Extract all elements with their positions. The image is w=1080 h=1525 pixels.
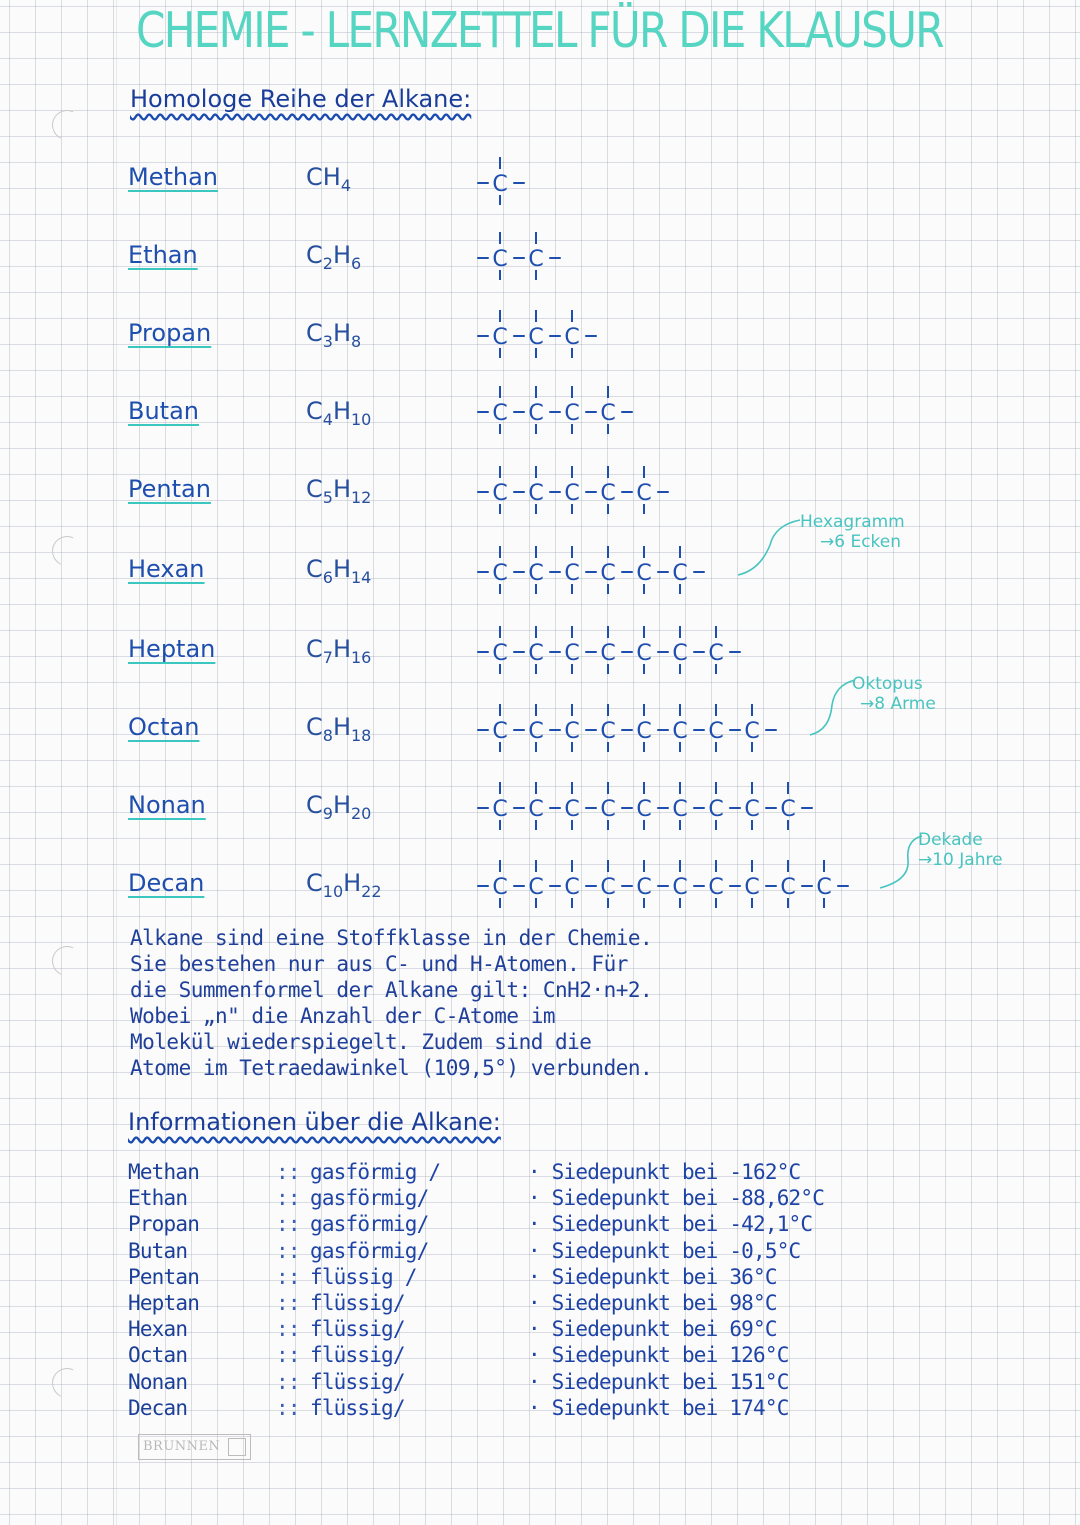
- carbon-atom: C: [564, 325, 580, 350]
- carbon-atom: C: [780, 875, 796, 900]
- carbon-atom: C: [744, 875, 760, 900]
- carbon-atom: C: [492, 561, 508, 586]
- alkane-formula: $C_3H_8$: [306, 319, 362, 351]
- alkane-name: Propan: [128, 319, 212, 347]
- carbon-atom: C: [636, 641, 652, 666]
- note-connector: [810, 680, 855, 735]
- chain-propan: [478, 310, 596, 358]
- side-note-oktopus: [852, 674, 936, 714]
- alkane-formula: $CH_4$: [306, 163, 351, 195]
- chain-heptan: [478, 626, 740, 674]
- carbon-atom: C: [672, 719, 688, 744]
- info-name: Ethan: [128, 1186, 188, 1211]
- definition-paragraph: [130, 925, 950, 1081]
- carbon-atom: C: [672, 561, 688, 586]
- info-boiling-point: · Siedepunkt bei -88,62°C: [528, 1186, 825, 1211]
- carbon-atom: C: [528, 641, 544, 666]
- carbon-atom: C: [636, 481, 652, 506]
- note-line: →10 Jahre: [918, 850, 1003, 870]
- info-separator: ::: [276, 1369, 300, 1394]
- info-name: Propan: [128, 1212, 200, 1237]
- info-list: [128, 1160, 948, 1422]
- punch-hole-icon: [48, 106, 86, 144]
- punch-hole-icon: [48, 942, 86, 980]
- note-line: Hexagramm: [800, 512, 905, 532]
- page-title: CHEMIE - LERNZETTEL FÜR DIE KLAUSUR: [136, 2, 943, 59]
- carbon-atom: C: [492, 325, 508, 350]
- carbon-atom: C: [708, 641, 724, 666]
- carbon-atom: C: [492, 641, 508, 666]
- alkane-name: Pentan: [128, 475, 211, 503]
- brand-mark-icon: [228, 1438, 246, 1456]
- side-note-hexagramm: [800, 512, 905, 552]
- info-state: flüssig/: [310, 1395, 405, 1420]
- info-row: [128, 1291, 948, 1317]
- note-line: Oktopus: [852, 674, 923, 694]
- info-state: flüssig/: [310, 1369, 405, 1394]
- alkane-formula: $C_4H_{10}$: [306, 397, 372, 429]
- punch-hole-icon: [48, 1364, 86, 1402]
- chain-pentan: [478, 466, 668, 514]
- carbon-atom: C: [492, 172, 508, 197]
- info-row: [128, 1396, 948, 1422]
- alkane-name: Nonan: [128, 791, 206, 819]
- info-name: Nonan: [128, 1369, 188, 1394]
- alkane-formula: $C_{10}H_{22}$: [306, 869, 382, 901]
- alkane-name: Octan: [128, 713, 200, 741]
- info-separator: ::: [276, 1343, 300, 1368]
- carbon-atom: C: [564, 797, 580, 822]
- carbon-atom: C: [744, 719, 760, 744]
- alkane-name: Methan: [128, 163, 219, 191]
- carbon-atom: C: [600, 641, 616, 666]
- paragraph-line: Atome im Tetraedawinkel (109,5°) verbunden.: [130, 1056, 653, 1080]
- info-separator: ::: [276, 1317, 300, 1342]
- note-line: Dekade: [918, 830, 983, 850]
- carbon-atom: C: [528, 401, 544, 426]
- carbon-atom: C: [528, 797, 544, 822]
- info-separator: ::: [276, 1212, 300, 1237]
- section-heading-info: Informationen über die Alkane:: [128, 1108, 501, 1136]
- carbon-atom: C: [528, 325, 544, 350]
- info-separator: ::: [276, 1160, 300, 1184]
- carbon-atom: C: [564, 641, 580, 666]
- info-boiling-point: · Siedepunkt bei -162°C: [528, 1160, 801, 1184]
- info-state: gasförmig/: [310, 1186, 429, 1211]
- info-state: flüssig/: [310, 1317, 405, 1342]
- note-connector: [738, 520, 800, 575]
- alkane-formula: $C_9H_{20}$: [306, 791, 372, 823]
- note-connector: [880, 836, 922, 888]
- carbon-atom: C: [492, 797, 508, 822]
- paragraph-line: Sie bestehen nur aus C- und H-Atomen. Für: [130, 952, 628, 976]
- info-boiling-point: · Siedepunkt bei -42,1°C: [528, 1212, 813, 1237]
- carbon-atom: C: [600, 797, 616, 822]
- note-line: →6 Ecken: [820, 532, 902, 552]
- info-name: Methan: [128, 1160, 200, 1184]
- info-boiling-point: · Siedepunkt bei 174°C: [528, 1395, 789, 1420]
- carbon-atom: C: [600, 561, 616, 586]
- chain-decan: [478, 860, 848, 908]
- section-heading-homologous-series: Homologe Reihe der Alkane:: [130, 85, 472, 113]
- paragraph-line: Wobei „n" die Anzahl der C-Atome im: [130, 1004, 556, 1028]
- info-state: flüssig/: [310, 1343, 405, 1368]
- info-state: flüssig /: [310, 1264, 417, 1289]
- info-boiling-point: · Siedepunkt bei 126°C: [528, 1343, 789, 1368]
- paragraph-line: Molekül wiederspiegelt. Zudem sind die: [130, 1030, 592, 1054]
- info-row: [128, 1239, 948, 1265]
- carbon-atom: C: [564, 561, 580, 586]
- note-line: →8 Arme: [860, 694, 936, 714]
- carbon-atom: C: [564, 481, 580, 506]
- carbon-atom: C: [600, 719, 616, 744]
- alkane-formula: $C_2H_6$: [306, 241, 362, 273]
- carbon-atom: C: [564, 875, 580, 900]
- chain-hexan: [478, 546, 704, 594]
- carbon-atom: C: [708, 797, 724, 822]
- carbon-atom: C: [492, 719, 508, 744]
- info-row: [128, 1212, 948, 1238]
- info-row: [128, 1265, 948, 1291]
- carbon-atom: C: [528, 247, 544, 272]
- info-row: [128, 1343, 948, 1369]
- info-row: [128, 1160, 948, 1186]
- carbon-atom: C: [528, 719, 544, 744]
- info-name: Octan: [128, 1343, 188, 1368]
- info-name: Hexan: [128, 1317, 188, 1342]
- carbon-atom: C: [492, 401, 508, 426]
- info-boiling-point: · Siedepunkt bei 36°C: [528, 1264, 777, 1289]
- alkane-name: Ethan: [128, 241, 198, 269]
- chain-methan: [478, 157, 524, 205]
- info-separator: ::: [276, 1238, 300, 1263]
- alkane-name: Decan: [128, 869, 205, 897]
- carbon-atom: C: [600, 401, 616, 426]
- info-row: [128, 1186, 948, 1212]
- info-separator: ::: [276, 1186, 300, 1211]
- carbon-atom: C: [636, 561, 652, 586]
- margin-line: [116, 0, 117, 1525]
- carbon-atom: C: [672, 641, 688, 666]
- info-boiling-point: · Siedepunkt bei 151°C: [528, 1369, 789, 1394]
- carbon-atom: C: [744, 797, 760, 822]
- info-state: flüssig/: [310, 1290, 405, 1315]
- carbon-atom: C: [564, 401, 580, 426]
- chain-nonan: [478, 782, 812, 830]
- info-name: Decan: [128, 1395, 188, 1420]
- carbon-atom: C: [564, 719, 580, 744]
- carbon-atom: C: [636, 797, 652, 822]
- alkane-formula: $C_5H_{12}$: [306, 475, 372, 507]
- carbon-atom: C: [528, 561, 544, 586]
- alkane-name: Heptan: [128, 635, 216, 663]
- carbon-atom: C: [528, 481, 544, 506]
- paragraph-line: die Summenformel der Alkane gilt: CnH2·n+2.: [130, 978, 653, 1002]
- carbon-atom: C: [528, 875, 544, 900]
- carbon-atom: C: [492, 247, 508, 272]
- info-row: [128, 1370, 948, 1396]
- alkane-name: Butan: [128, 397, 200, 425]
- info-name: Butan: [128, 1238, 188, 1263]
- chain-butan: [478, 386, 632, 434]
- info-boiling-point: · Siedepunkt bei 69°C: [528, 1317, 777, 1342]
- info-separator: ::: [276, 1290, 300, 1315]
- info-state: gasförmig/: [310, 1212, 429, 1237]
- brand-name: BRUNNEN: [143, 1439, 221, 1454]
- side-note-dekade: [918, 830, 1003, 870]
- alkane-formula: $C_8H_{18}$: [306, 713, 372, 745]
- carbon-atom: C: [600, 481, 616, 506]
- alkane-name: Hexan: [128, 555, 205, 583]
- carbon-atom: C: [636, 875, 652, 900]
- carbon-atom: C: [708, 875, 724, 900]
- carbon-atom: C: [672, 797, 688, 822]
- carbon-atom: C: [492, 481, 508, 506]
- info-row: [128, 1317, 948, 1343]
- carbon-atom: C: [492, 875, 508, 900]
- paragraph-line: Alkane sind eine Stoffklasse in der Chemie.: [130, 926, 653, 950]
- carbon-atom: C: [780, 797, 796, 822]
- punch-hole-icon: [48, 532, 86, 570]
- carbon-atom: C: [636, 719, 652, 744]
- carbon-atom: C: [672, 875, 688, 900]
- info-boiling-point: · Siedepunkt bei 98°C: [528, 1290, 777, 1315]
- info-state: gasförmig /: [310, 1160, 441, 1184]
- info-separator: ::: [276, 1264, 300, 1289]
- alkane-formula: $C_7H_{16}$: [306, 635, 372, 667]
- info-separator: ::: [276, 1395, 300, 1420]
- info-state: gasförmig/: [310, 1238, 429, 1263]
- carbon-atom: C: [816, 875, 832, 900]
- alkane-formula: $C_6H_{14}$: [306, 555, 372, 587]
- chain-octan: [478, 704, 776, 752]
- info-boiling-point: · Siedepunkt bei -0,5°C: [528, 1238, 801, 1263]
- brand-logo: [138, 1434, 251, 1460]
- carbon-atom: C: [708, 719, 724, 744]
- info-name: Pentan: [128, 1264, 200, 1289]
- carbon-atom: C: [600, 875, 616, 900]
- chain-ethan: [478, 232, 560, 280]
- info-name: Heptan: [128, 1290, 200, 1315]
